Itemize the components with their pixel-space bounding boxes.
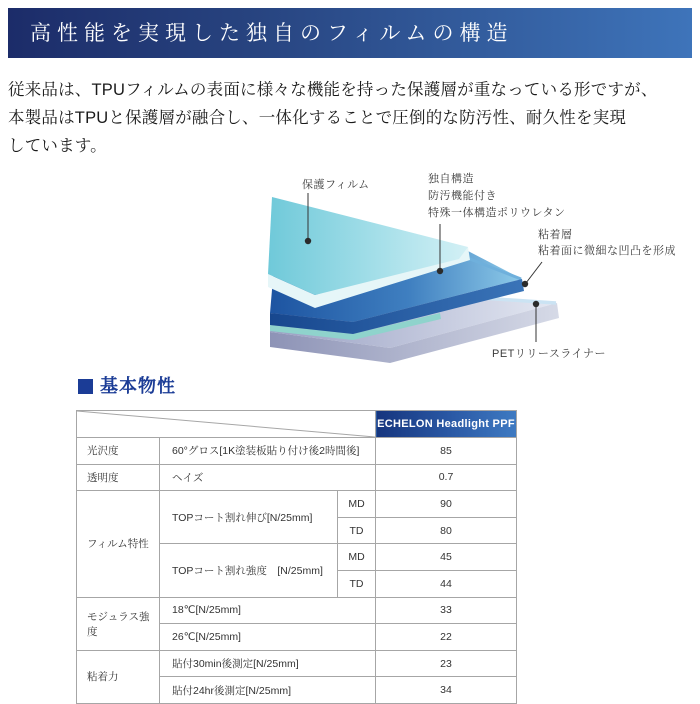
film-structure-diagram xyxy=(0,170,700,370)
cell-measure: 貼付30min後測定[N/25mm] xyxy=(160,650,376,677)
section-banner xyxy=(8,8,692,58)
cell-measure: TOPコート割れ伸び[N/25mm] xyxy=(160,491,338,544)
banner-title: 高性能を実現した独自のフィルムの構造 xyxy=(30,21,514,45)
cell-value: 44 xyxy=(376,570,517,597)
label-unique-structure xyxy=(428,171,566,222)
section-heading xyxy=(78,376,176,397)
cell-category: 透明度 xyxy=(77,464,160,491)
table-row xyxy=(77,491,517,518)
product-column-header: ECHELON Headlight PPF xyxy=(376,411,517,438)
label-adhesive-line2: 粘着面に微細な凹凸を形成 xyxy=(538,245,676,257)
cell-direction: MD xyxy=(338,544,376,571)
cell-category: モジュラス強度 xyxy=(77,597,160,650)
table-row xyxy=(77,438,517,465)
cell-value: 33 xyxy=(376,597,517,624)
label-pet-liner-text: PETリリースライナー xyxy=(492,348,607,360)
cell-measure: 60°グロス[1K塗装板貼り付け後2時間後] xyxy=(160,438,376,465)
diagonal-line xyxy=(77,411,375,437)
intro-line-3: しています。 xyxy=(8,137,107,155)
cell-category: 粘着力 xyxy=(77,650,160,703)
cell-category: フィルム特性 xyxy=(77,491,160,597)
label-protective-film-text: 保護フィルム xyxy=(302,179,370,191)
cell-direction: MD xyxy=(338,491,376,518)
label-structure-line1: 独自構造 xyxy=(428,173,474,185)
label-structure-line3: 特殊一体構造ポリウレタン xyxy=(428,207,566,219)
cell-value: 45 xyxy=(376,544,517,571)
cell-measure: ヘイズ xyxy=(160,464,376,491)
intro-line-1: 従来品は、TPUフィルムの表面に様々な機能を持った保護層が重なっている形ですが、 xyxy=(8,81,658,99)
table-row xyxy=(77,464,517,491)
label-adhesive xyxy=(538,227,676,259)
cell-value: 0.7 xyxy=(376,464,517,491)
cell-direction: TD xyxy=(338,517,376,544)
table-row xyxy=(77,597,517,624)
intro-line-2: 本製品はTPUと保護層が融合し、一体化することで圧倒的な防汚性、耐久性を実現 xyxy=(8,109,627,127)
properties-table xyxy=(76,410,517,704)
label-pet-liner xyxy=(492,346,606,363)
table-header-row xyxy=(77,411,517,438)
intro-paragraph xyxy=(8,76,696,160)
diagonal-header-cell xyxy=(77,411,376,438)
cell-direction: TD xyxy=(338,570,376,597)
cell-value: 90 xyxy=(376,491,517,518)
label-adhesive-line1: 粘着層 xyxy=(538,229,573,241)
cell-measure: 貼付24hr後測定[N/25mm] xyxy=(160,677,376,704)
cell-value: 80 xyxy=(376,517,517,544)
cell-value: 85 xyxy=(376,438,517,465)
square-bullet-icon xyxy=(78,379,93,394)
diagram-canvas xyxy=(0,170,700,370)
section-title: 基本物性 xyxy=(100,376,176,396)
table-row xyxy=(77,650,517,677)
cell-value: 23 xyxy=(376,650,517,677)
cell-category: 光沢度 xyxy=(77,438,160,465)
label-structure-line2: 防汚機能付き xyxy=(428,190,497,202)
cell-measure: TOPコート割れ強度 [N/25mm] xyxy=(160,544,338,597)
cell-measure: 26℃[N/25mm] xyxy=(160,624,376,651)
cell-value: 22 xyxy=(376,624,517,651)
label-protective-film xyxy=(302,177,370,194)
cell-measure: 18℃[N/25mm] xyxy=(160,597,376,624)
cell-value: 34 xyxy=(376,677,517,704)
